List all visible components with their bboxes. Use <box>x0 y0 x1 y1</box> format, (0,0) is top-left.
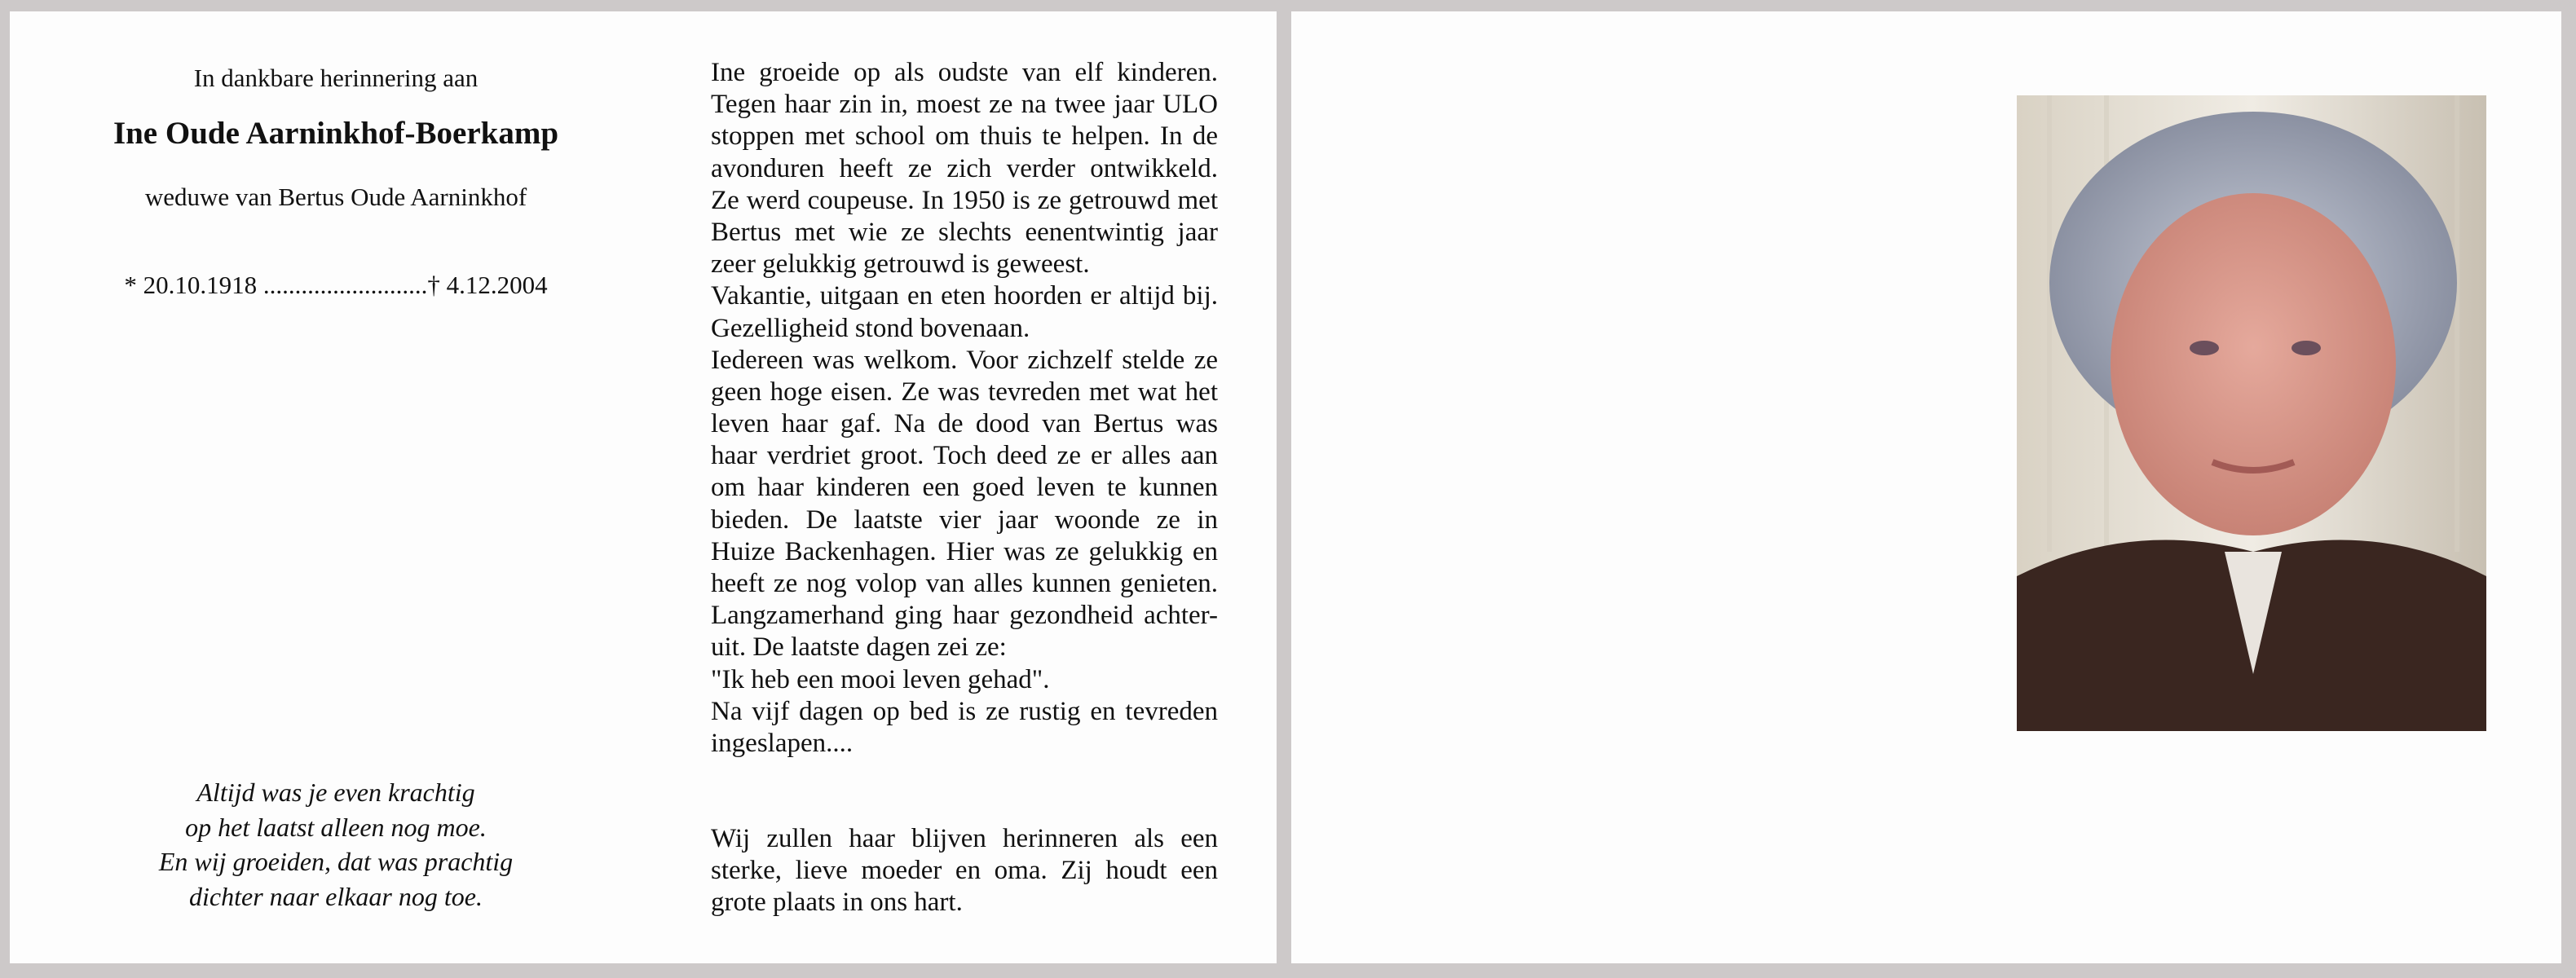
text-line: Gezelligheid stond bovenaan. <box>711 313 1030 343</box>
text-line: Wij zullen haar blijven herinneren als een <box>711 824 1218 853</box>
poem-line: dichter naar elkaar nog toe. <box>189 882 483 911</box>
text-line: leven haar gaf. Na de dood van Bertus was <box>711 409 1218 439</box>
text-line: sterke, lieve moeder en oma. Zij houdt een <box>711 856 1218 886</box>
text-line: Ine groeide op als oudste van elf kinderen. <box>711 58 1218 87</box>
text-line: zeer gelukkig getrouwd is geweest. <box>711 249 1090 280</box>
deceased-name: Ine Oude Aarninkhof-Boerkamp <box>112 116 559 151</box>
text-line: "Ik heb een mooi leven gehad". <box>711 664 1050 694</box>
poem-line: op het laatst alleen nog moe. <box>185 813 487 842</box>
text-line: avonduren heeft ze zich verder ontwikkeld. <box>711 153 1218 183</box>
poem-line: En wij groeiden, dat was prachtig <box>158 847 514 876</box>
biography-text <box>711 57 1218 760</box>
widow-of-text: weduwe van Bertus Oude Aarninkhof <box>144 183 527 211</box>
text-line: grote plaats in ons hart. <box>711 888 963 918</box>
text-line: Vakantie, uitgaan en eten hoorden er altijd bij. <box>711 281 1218 311</box>
text-line: Huize Backenhagen. Hier was ze gelukkig en <box>711 536 1218 566</box>
text-line: geen hoge eisen. Ze was tevreden met wat het <box>711 377 1218 407</box>
text-line: ingeslapen.... <box>711 728 854 758</box>
portrait-photo <box>2017 95 2486 731</box>
right-card-page <box>1291 11 2561 963</box>
text-line: Tegen haar zin in, moest ze na twee jaar ULO <box>711 90 1218 120</box>
left-card-page <box>10 11 1277 963</box>
text-line: Bertus met wie ze slechts eenentwintig jaar <box>711 217 1218 247</box>
text-line: uit. De laatste dagen zei ze: <box>711 632 1007 663</box>
text-line: om haar kinderen een goed leven te kunnen <box>711 473 1218 503</box>
text-line: Ze werd coupeuse. In 1950 is ze getrouwd met <box>711 185 1218 215</box>
text-line: haar verdriet groot. Toch deed ze er alles aan <box>711 441 1218 471</box>
life-dates: * 20.10.1918 ..........................† 4.12.2004 <box>124 271 548 299</box>
poem-line: Altijd was je even krachtig <box>196 778 475 807</box>
text-line: heeft ze nog volop van alles kunnen genieten. <box>711 569 1218 598</box>
intro-text: In dankbare herinnering aan <box>193 64 479 92</box>
text-line: Iedereen was welkom. Voor zichzelf stelde ze <box>711 345 1218 375</box>
text-line: Na vijf dagen op bed is ze rustig en tevreden <box>711 696 1218 726</box>
text-line: Langzamerhand ging haar gezondheid achter- <box>711 601 1218 631</box>
text-line: stoppen met school om thuis te helpen. In de <box>711 121 1218 152</box>
text-line: bieden. De laatste vier jaar woonde ze in <box>711 504 1218 535</box>
closing-text <box>711 823 1218 919</box>
